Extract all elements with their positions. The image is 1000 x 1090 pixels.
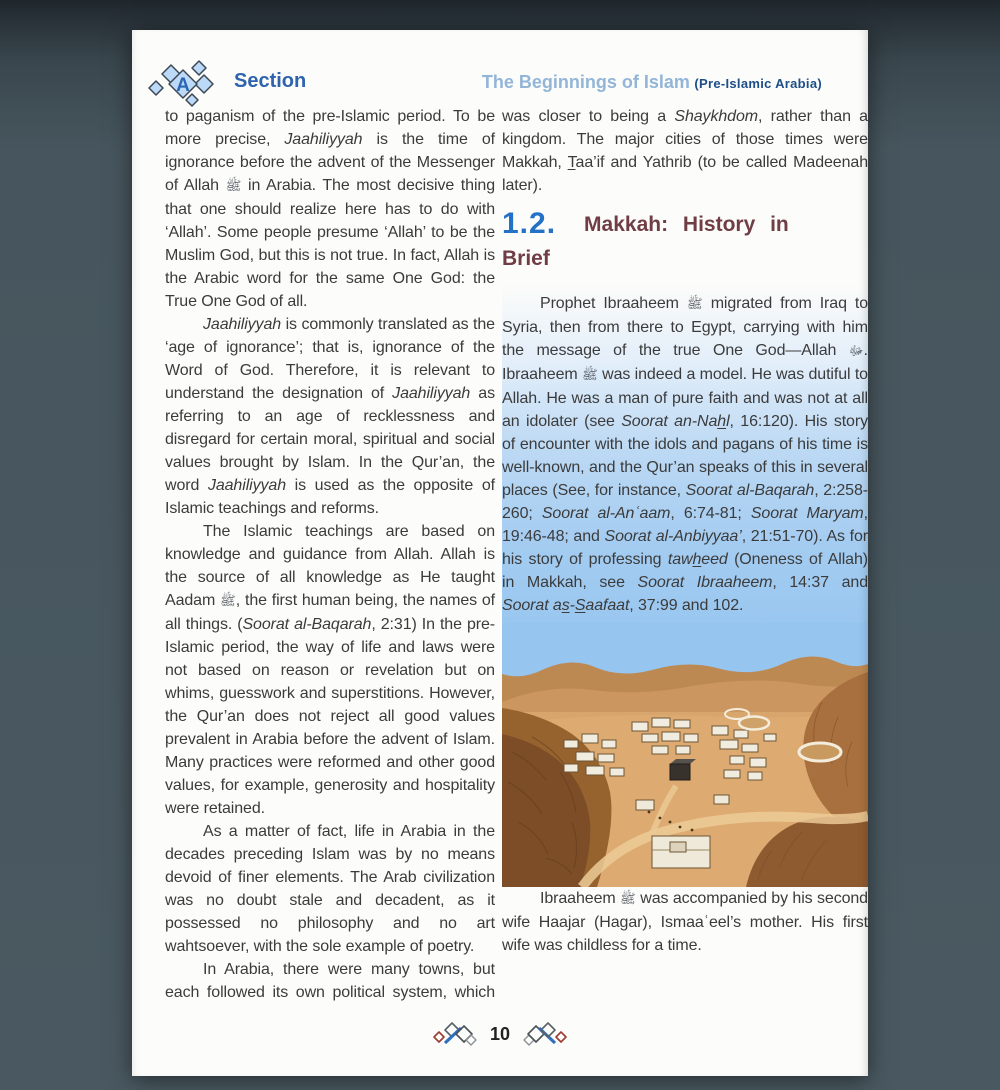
- chapter-title: [482, 72, 822, 93]
- chapter-title-main: The Beginnings of Islam: [481, 72, 690, 92]
- paragraph: As a matter of fact, life in Arabia in the decades preceding Islam was by no means devoid of finer elements. The Arab civilization was no doubt stale and decadent, as it possessed no philosophy and no art wahtsoever, with the sole example of poetry.: [165, 823, 495, 955]
- page-number: 10: [489, 1023, 511, 1044]
- header-section-label: Section: [234, 70, 307, 92]
- section-heading: [502, 207, 868, 242]
- paragraph: Ibraaheem ﷺ was accompanied by his second wife Haajar (Hagar), Ismaaʿeel’s mother. His first wife was childless for a time.: [502, 890, 868, 954]
- honorific-mark: ﷺ: [225, 179, 242, 194]
- footer-ornament-left-icon: [432, 1020, 478, 1048]
- honorific-mark: ﷺ: [620, 892, 636, 907]
- makkah-valley-illustration: [502, 622, 868, 887]
- paragraph: Prophet Ibraaheem ﷺ migrated from Iraq to Syria, then from there to Egypt, carrying with him the message of the true One God—Allah ﷻ. Ibraaheem ﷺ was indeed a model. He was dutiful to Allah. He was a man of pure faith and was not at all an idolater (see Soorat an-Nahl, 16:120). His story of encounter with the idols and pagans of his time is well-known, and the Qur’an speaks of this in several places (See, for instance, Soorat al-Baqarah, 2:258-260; Soorat al-Anʿaam, 6:74-81; Soorat Maryam, 19:46-48; and Soorat al-Anbiyyaa’, 21:51-70). As for his story of professing tawheed (Oneness of Allah) in Makkah, see Soorat Ibraaheem, 14:37 and Soorat as-Saafaat, 37:99 and 102.: [502, 295, 869, 614]
- paragraph: Jaahiliyyah is commonly translated as the ‘age of ignorance’; that is, ignorance of the Word of God. Therefore, it is relevant to understand the designation of Jaahiliyyah as referring to an age of recklessness and disregard for certain moral, spiritual and social values brought by Islam. In the Qur’an, the word Jaahiliyyah is used as the opposite of Islamic teachings and reforms.: [165, 316, 496, 517]
- honorific-mark: ﷺ: [686, 297, 703, 312]
- paragraph: to paganism of the pre-Islamic period. To be more precise, Jaahiliyyah is the time of ignorance before the advent of the Messenger of Allah ﷺ in Arabia. The most decisive thing that one should realize here has to do with ‘Allah’. Some people presume ‘Allah’ to be the Muslim God, but this is not true. In fact, Allah is the Arabic word for the same One God: the True One God of all.: [165, 108, 495, 310]
- paragraph: The Islamic teachings are based on knowledge and guidance from Allah. Allah is the source of all knowledge as He taught Aadam ﷺ, the first human being, the names of all things. (Soorat al-Baqarah, 2:31) In the pre-Islamic period, the way of life and laws were not based on reason or revelation but on whims, guesswork and superstitions. However, the Qur’an does not reject all good values prevalent in Arabia before the advent of Islam. Many practices were reformed and other good values, for example, generosity and hospitality were retained.: [165, 523, 495, 817]
- section-a-logo-icon: [146, 54, 224, 112]
- honorific-mark: ﷺ: [219, 594, 236, 609]
- blue-gradient-panel: [502, 284, 868, 887]
- left-column: [165, 105, 495, 1004]
- section-title-line1: Makkah: History in: [584, 213, 789, 236]
- logo-letter: A: [176, 75, 190, 96]
- book-page: [132, 30, 868, 1076]
- honorific-mark: ﷺ: [581, 368, 598, 383]
- paragraph: In Arabia, there were many towns, but each followed its own political system, which: [165, 961, 495, 1001]
- paragraph: was closer to being a Shaykhdom, rather than a kingdom. The major cities of those times were Makkah, Taa’if and Yathrib (to be called Madeenah later).: [502, 108, 868, 194]
- section-number: 1.2.: [502, 207, 557, 240]
- section-title-line2: Brief: [502, 247, 550, 270]
- chapter-title-paren: (Pre-Islamic Arabia): [694, 76, 822, 91]
- honorific-mark: ﷻ: [848, 344, 864, 359]
- page-footer: [132, 1016, 868, 1052]
- right-column: [502, 105, 868, 957]
- footer-ornament-right-icon: [522, 1020, 568, 1048]
